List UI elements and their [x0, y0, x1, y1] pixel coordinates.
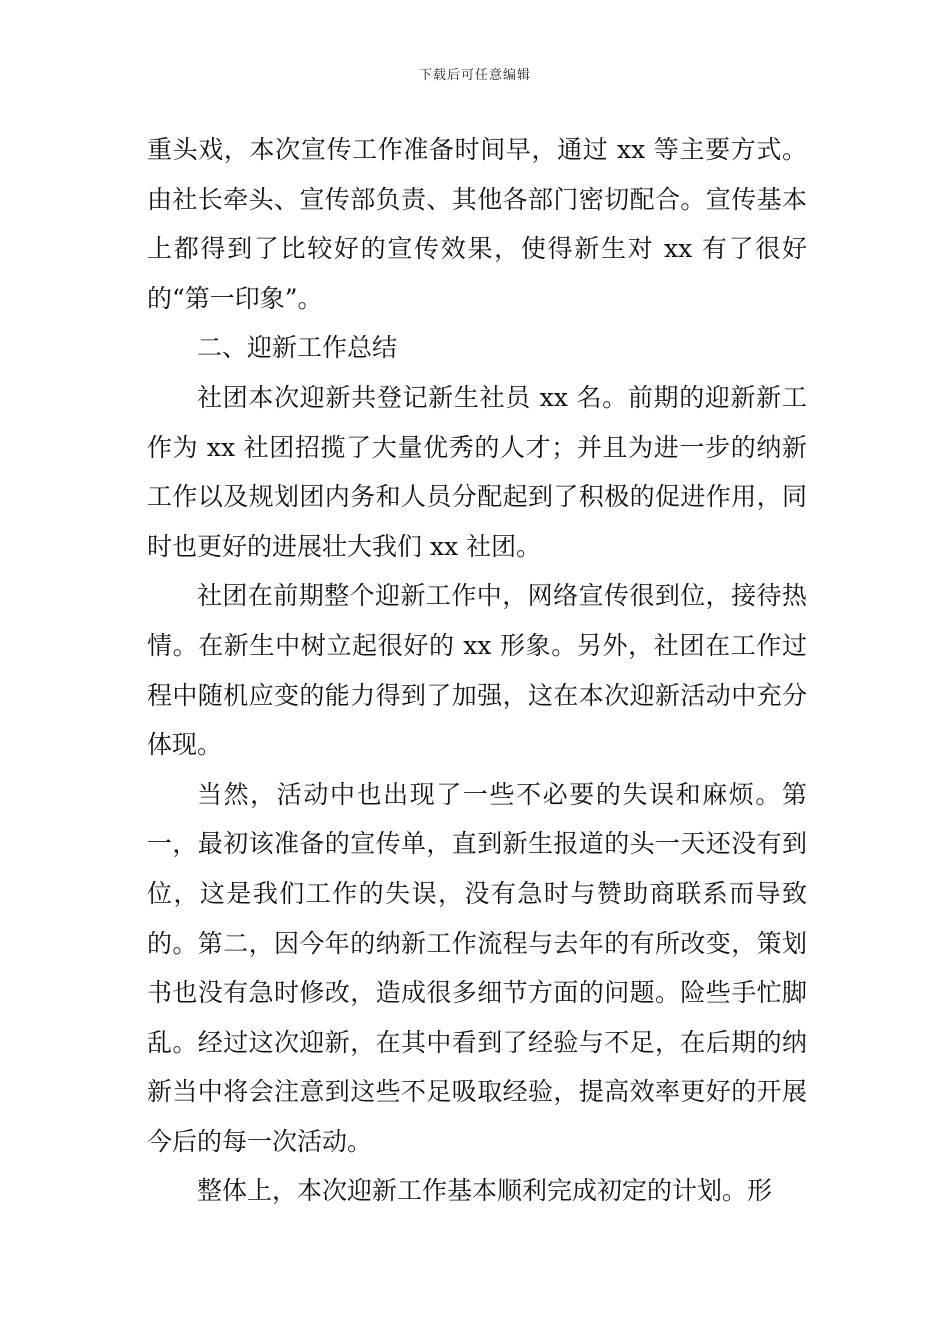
paragraph-3: 社团在前期整个迎新工作中，网络宣传很到位，接待热情。在新生中树立起很好的 xx 形象。另外，社团在工作过程中随机应变的能力得到了加强，这在本次迎新活动中充分体现。	[147, 581, 807, 760]
paragraph-4: 当然，活动中也出现了一些不必要的失误和麻烦。第一，最初该准备的宣传单，直到新生报道的头一天还没有到位，这是我们工作的失误，没有急时与赞助商联系而导致的。第二，因今年的纳新工作流程与去年的有所改变，策划书也没有急时修改，造成很多细节方面的问题。险些手忙脚乱。经过这次迎新，在其中看到了经验与不足，在后期的纳新当中将会注意到这些不足吸取经验，提高效率更好的开展今后的每一次活动。	[147, 779, 807, 1156]
paragraph-2: 社团本次迎新共登记新生社员 xx 名。前期的迎新新工作为 xx 社团招揽了大量优秀的人才；并且为进一步的纳新工作以及规划团内务和人员分配起到了积极的促进作用，同时也更好的进展壮大我们 xx 社团。	[147, 382, 807, 561]
paragraph-1: 重头戏，本次宣传工作准备时间早，通过 xx 等主要方式。由社长牵头、宣传部负责、其他各部门密切配合。宣传基本上都得到了比较好的宣传效果，使得新生对 xx 有了很好的“第一印象”。	[147, 135, 807, 313]
document-body	[147, 125, 807, 1216]
page-header: 下载后可任意编辑	[418, 68, 531, 83]
paragraph-5: 整体上，本次迎新工作基本顺利完成初定的计划。形	[197, 1176, 773, 1206]
section-heading: 二、迎新工作总结	[197, 333, 398, 363]
